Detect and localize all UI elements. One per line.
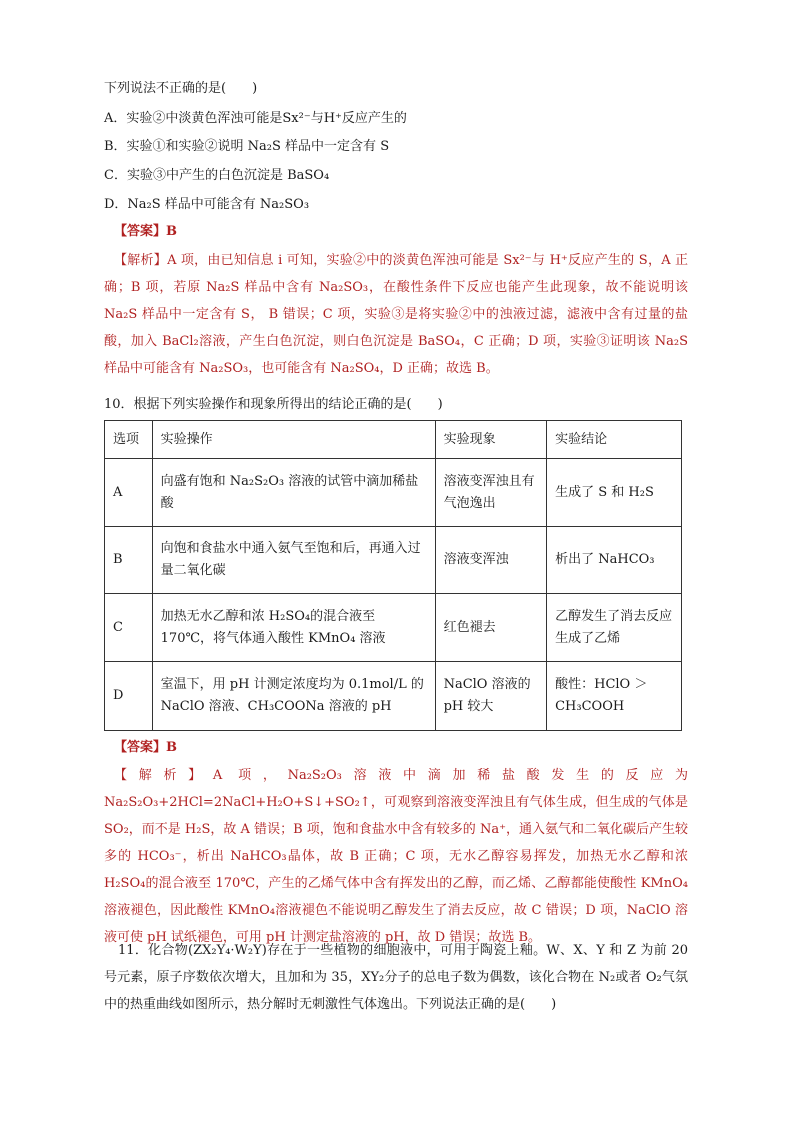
table-cell: 向盛有饱和 Na₂S₂O₃ 溶液的试管中滴加稀盐酸 [152,459,435,527]
table-cell: 红色褪去 [435,594,547,662]
table-cell: C [105,594,153,662]
q10-analysis: 【解析】A 项，Na₂S₂O₃溶液中滴加稀盐酸发生的反应为 Na₂S₂O₃+2HCl=2NaCl+H₂O+S↓+SO₂↑，可观察到溶液变浑浊且有气体生成，但生成的气体是 SO₂，而不是 H₂S，故 A 错误；B 项，饱和食盐水中含有较多的 Na⁺，通入氨气和二氧化碳后产生较多的 HCO₃⁻，析出 NaHCO₃晶体，故 B 正确；C 项，无水乙醇容易挥发，加热无水乙醇和浓 H₂SO₄的混合液至 170℃，产生的乙烯气体中含有挥发出的乙醇，而乙烯、乙醇都能使酸性 KMnO₄溶液褪色，因此酸性 KMnO₄溶液褪色不能说明乙醇发生了消去反应，故 C 错误；D 项，NaClO 溶液可使 pH 试纸褪色，可用 pH 计测定盐溶液的 pH，故 D 错误；故选 B。 [104,768,688,945]
table-header: 实验操作 [152,421,435,459]
table-cell: 向饱和食盐水中通入氨气至饱和后，再通入过量二氧化碳 [152,527,435,594]
q10-table [104,420,682,731]
table-cell: 溶液变浑浊 [435,527,547,594]
q9-answer: 【答案】B [114,224,177,239]
q9-option-d: D．Na₂S 样品中可能含有 Na₂SO₃ [104,197,310,212]
table-cell: 溶液变浑浊且有气泡逸出 [435,459,547,527]
table-row [105,594,682,662]
q11-stem: 11．化合物(ZX₂Y₄·W₂Y)存在于一些植物的细胞液中，可用于陶瓷上釉。W、X、Y 和 Z 为前 20 号元素，原子序数依次增大，且加和为 35，XY₂分子的总电子数为偶数，该化合物在 N₂或者 O₂气氛中的热重曲线如图所示，热分解时无刺激性气体逸出。下列说法正确的是( ) [104,943,688,1012]
table-cell: 生成了 S 和 H₂S [547,459,682,527]
table-cell: NaClO 溶液的 pH 较大 [435,662,547,731]
table-cell: 析出了 NaHCO₃ [547,527,682,594]
table-cell: 乙醇发生了消去反应生成了乙烯 [547,594,682,662]
table-cell: D [105,662,153,731]
q9-option-c: C．实验③中产生的白色沉淀是 BaSO₄ [104,168,330,183]
table-header: 实验现象 [435,421,547,459]
q9-option-b: B．实验①和实验②说明 Na₂S 样品中一定含有 S [104,139,390,154]
table-row [105,459,682,527]
table-header: 实验结论 [547,421,682,459]
q9-option-a: A．实验②中淡黄色浑浊可能是Sx²⁻与H⁺反应产生的 [104,111,407,126]
table-header: 选项 [105,421,153,459]
table-cell: 加热无水乙醇和浓 H₂SO₄的混合液至 170℃，将气体通入酸性 KMnO₄ 溶液 [152,594,435,662]
q10-stem: 10．根据下列实验操作和现象所得出的结论正确的是( ) [104,397,443,412]
q9-analysis: 【解析】A 项，由已知信息 i 可知，实验②中的淡黄色浑浊可能是 Sx²⁻与 H⁺反应产生的 S，A 正确；B 项，若原 Na₂S 样品中含有 Na₂SO₃，在酸性条件下反应也能产生此现象，故不能说明该 Na₂S 样品中一定含有 S， B 错误；C 项，实验③是将实验②中的浊液过滤，滤液中含有过量的盐酸，加入 BaCl₂溶液，产生白色沉淀，则白色沉淀是 BaSO₄，C 正确；D 项，实验③证明该 Na₂S 样品中可能含有 Na₂SO₃，也可能含有 Na₂SO₄，D 正确；故选 B。 [104,253,688,376]
q10-answer: 【答案】B [114,740,177,755]
table-row [105,662,682,731]
table-header-row [105,421,682,459]
table-row [105,527,682,594]
table-cell: 室温下，用 pH 计测定浓度均为 0.1mol/L 的 NaClO 溶液、CH₃COONa 溶液的 pH [152,662,435,731]
q9-stem: 下列说法不正确的是( ) [104,81,258,96]
table-cell: 酸性：HClO ＞ CH₃COOH [547,662,682,731]
table-cell: B [105,527,153,594]
table-cell: A [105,459,153,527]
